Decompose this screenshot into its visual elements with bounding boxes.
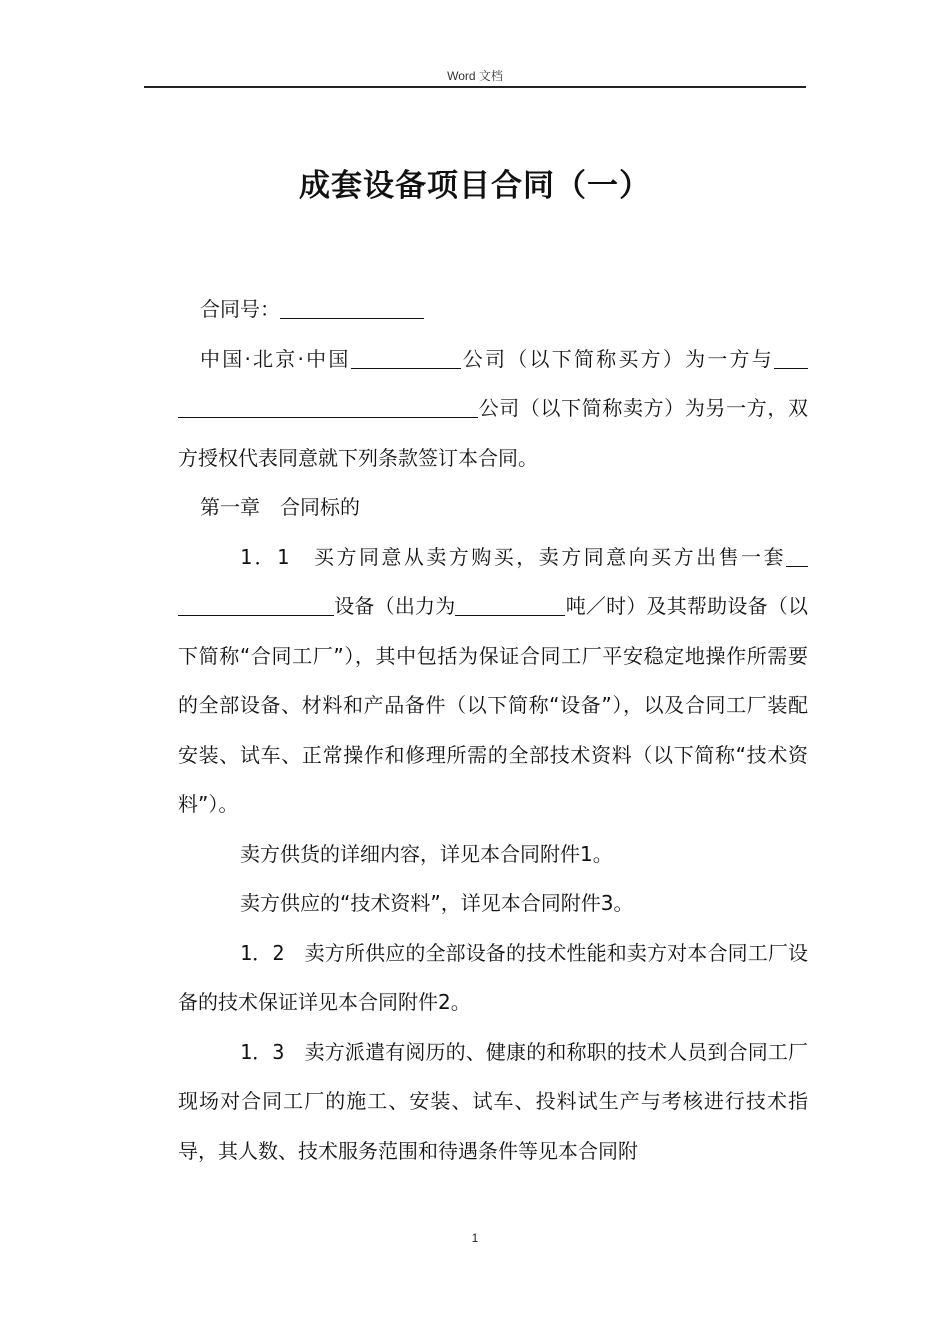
header-label: Word 文档 [447,69,503,83]
clause-1-2 [178,929,808,1028]
clause-1-3 [178,1028,808,1177]
chapter-1-title: 第一章 合同标的 [200,495,360,519]
buyer-name-blank [351,348,461,369]
output-blank [455,595,565,616]
clause-1-1 [178,533,808,830]
header-rule [144,86,806,88]
equipment-blank [178,595,334,616]
parties-closing: 双方授权代表同意就下列条款签订本合同。 [178,396,808,470]
clause-1-1-text-b: 设备（出力为 [334,594,456,618]
document-body [178,285,808,1176]
contract-number-label: 合同号： [200,297,280,321]
seller-name-blank [178,397,478,418]
clause-1-3-number: 1．3 [240,1039,285,1064]
clause-1-1-text-a: 买方同意从卖方购买，卖方同意向买方出售一套 [289,544,787,569]
contract-number-blank [280,298,424,319]
contract-number-line [178,285,808,335]
supply-detail-paragraph: 卖方供货的详细内容，详见本合同附件1。 [240,841,613,866]
seller-suffix: 公司（以下简称卖方）为另一方， [478,396,788,420]
page-number: 1 [471,1231,479,1245]
tech-docs-paragraph: 卖方供应的“技术资料”，详见本合同附件3。 [240,891,634,915]
clause-1-1-number: 1．1 [240,544,290,569]
seller-name-blank-start [774,348,808,369]
parties-prefix: 中国·北京·中国 [200,346,351,371]
equipment-blank-start [786,546,808,567]
clause-1-2-number: 1．2 [240,940,285,965]
clause-1-1-text-c: 吨／时）及其帮助设备（以下简称“合同工厂”），其中包括为保证合同工厂平安稳定地操作所需要的全部设备、材料和产品备件（以下简称“设备”），以及合同工厂装配安装、试车、正常操作和修理所需的全部技术资料（以下简称“技术资料”）。 [178,594,809,816]
parties-paragraph [178,335,808,484]
clause-1-2-text: 卖方所供应的全部设备的技术性能和卖方对本合同工厂设备的技术保证详见本合同附件2。 [178,940,809,1014]
buyer-suffix: 公司（以下简称买方）为一方与 [460,346,775,371]
document-title: 成套设备项目合同（一） [299,168,651,204]
clause-1-3-text: 卖方派遣有阅历的、健康的和称职的技术人员到合同工厂现场对合同工厂的施工、安装、试车、投料试生产与考核进行技术指导，其人数、技术服务范围和待遇条件等见本合同附 [178,1039,809,1163]
